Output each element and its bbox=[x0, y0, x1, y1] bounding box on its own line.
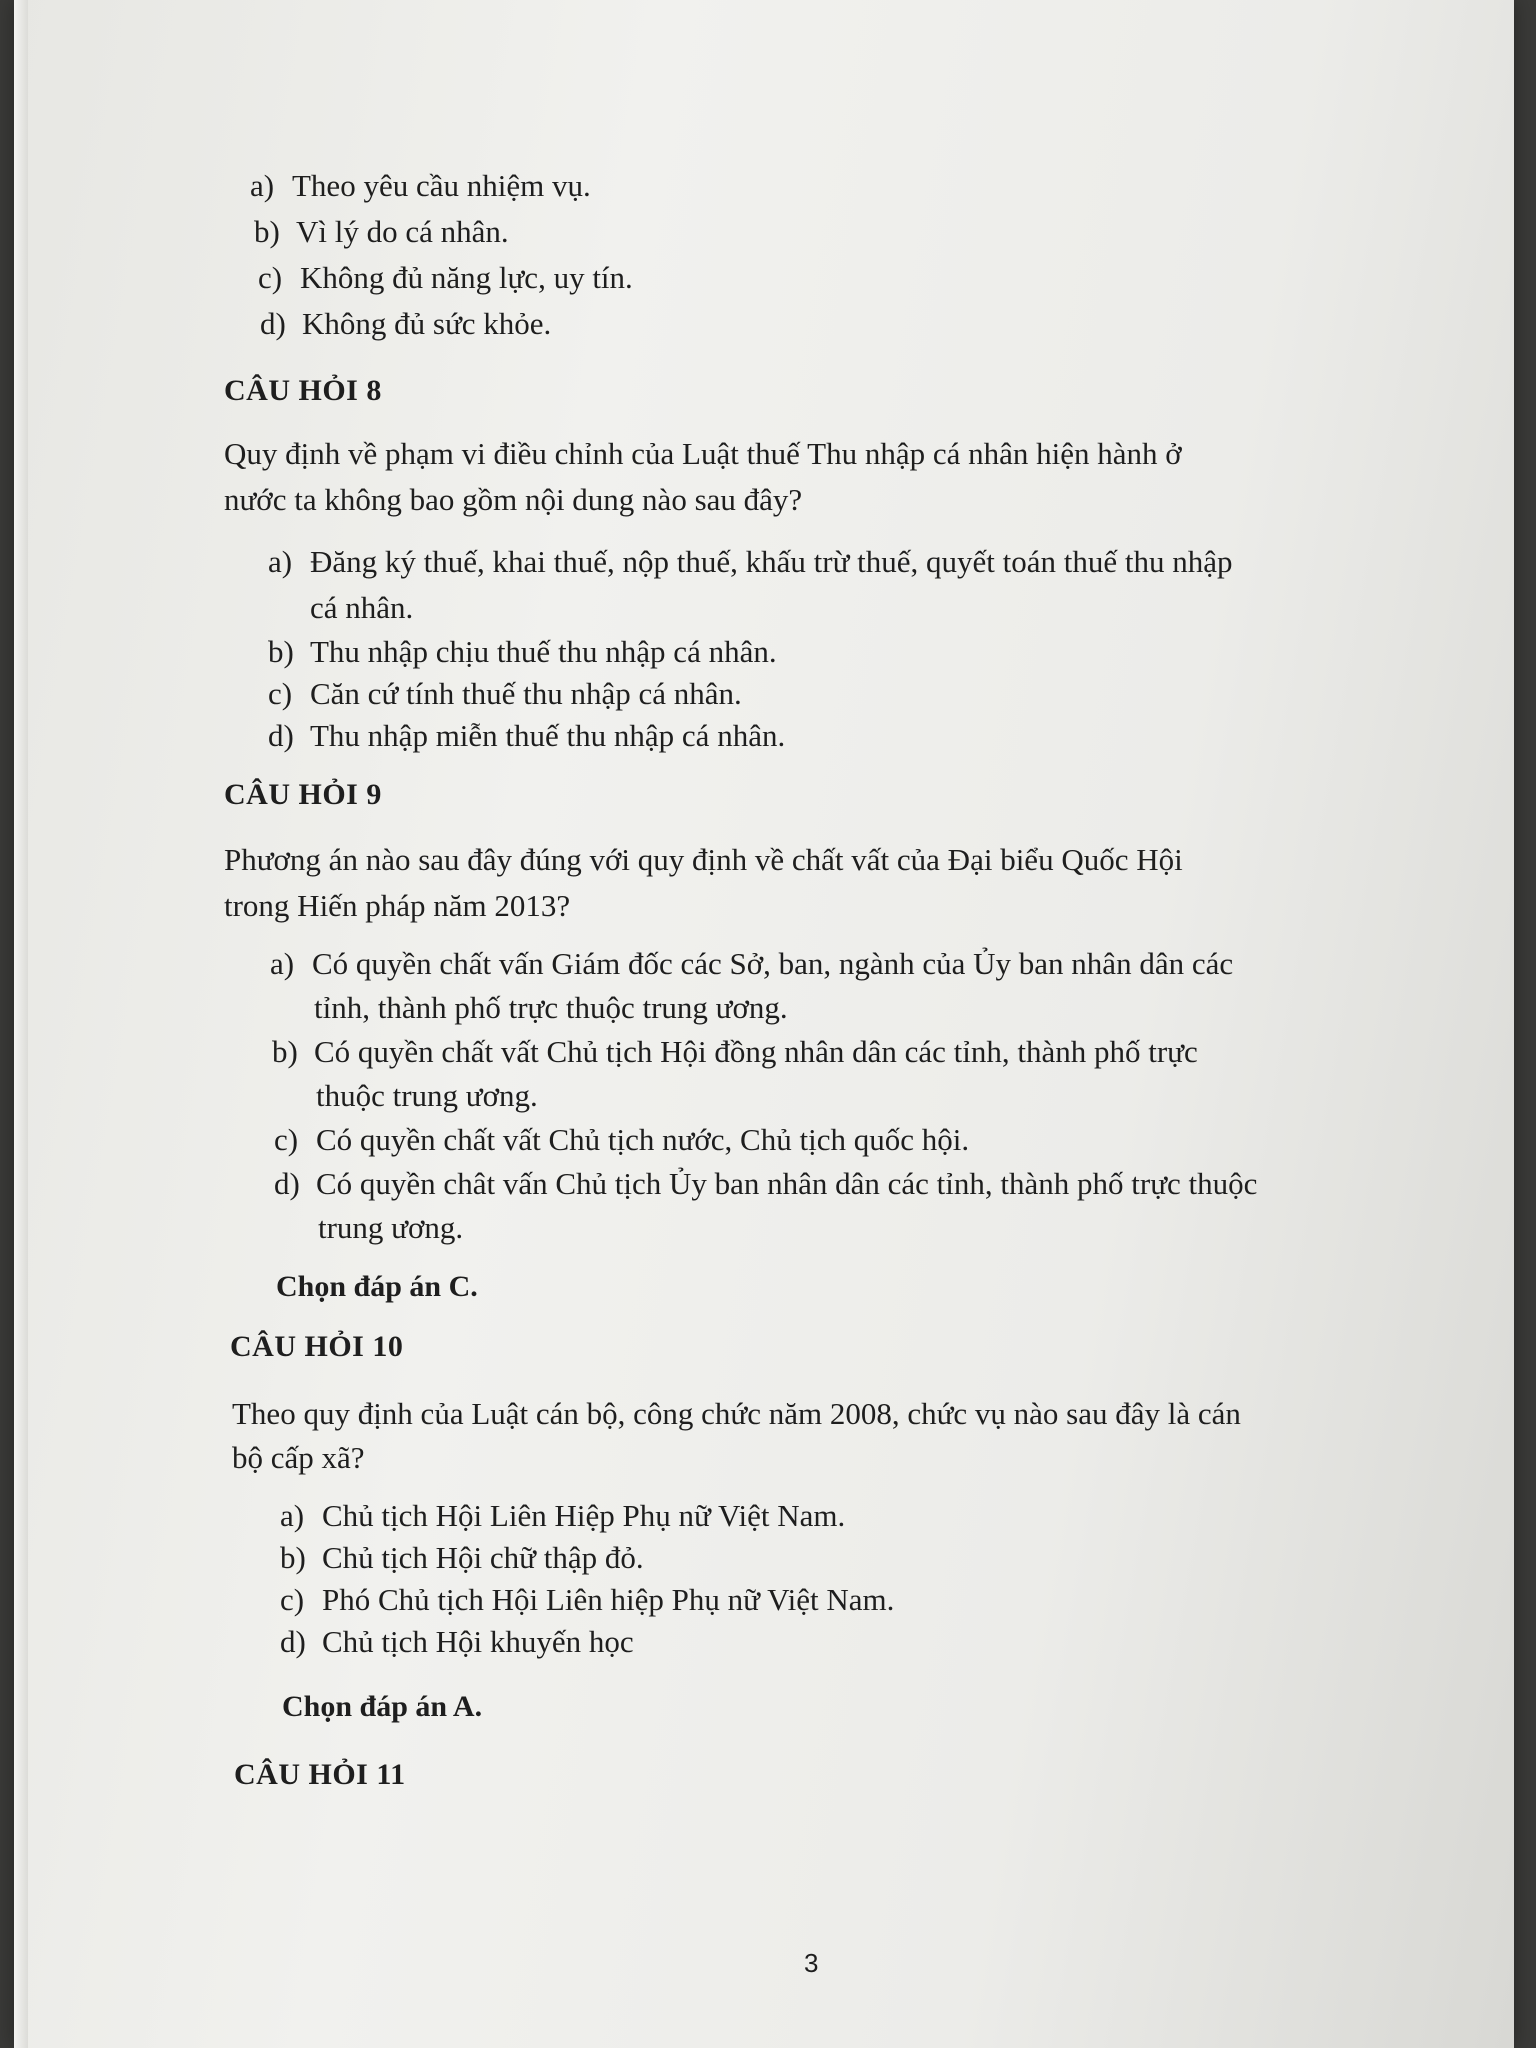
q9-option-b-cont: thuộc trung ương. bbox=[316, 1078, 538, 1113]
q7-option-c: c) Không đủ năng lực, uy tín. bbox=[258, 260, 633, 295]
q10-option-d: d) Chủ tịch Hội khuyến học bbox=[280, 1624, 634, 1659]
q8-option-b: b) Thu nhập chịu thuế thu nhập cá nhân. bbox=[268, 634, 777, 669]
q9-option-a: a) Có quyền chất vấn Giám đốc các Sở, ban, ngành của Ủy ban nhân dân các bbox=[270, 946, 1234, 981]
q9-answer: Chọn đáp án C. bbox=[276, 1270, 478, 1303]
q10-question-line2: bộ cấp xã? bbox=[232, 1440, 365, 1475]
q9-heading: CÂU HỎI 9 bbox=[224, 778, 382, 811]
q10-question-line1: Theo quy định của Luật cán bộ, công chức năm 2008, chức vụ nào sau đây là cán bbox=[232, 1396, 1241, 1431]
q7-option-b: b) Vì lý do cá nhân. bbox=[254, 214, 509, 249]
q8-option-d: d) Thu nhập miễn thuế thu nhập cá nhân. bbox=[268, 718, 786, 753]
page-number: 3 bbox=[804, 1948, 819, 1978]
q10-option-b: b) Chủ tịch Hội chữ thập đỏ. bbox=[280, 1540, 644, 1575]
q10-option-c: c) Phó Chủ tịch Hội Liên hiệp Phụ nữ Việt Nam. bbox=[280, 1582, 895, 1617]
q8-heading: CÂU HỎI 8 bbox=[224, 374, 382, 407]
q8-option-a-cont: cá nhân. bbox=[310, 590, 414, 625]
q8-option-a: a) Đăng ký thuế, khai thuế, nộp thuế, khấu trừ thuế, quyết toán thuế thu nhập bbox=[268, 544, 1233, 579]
q8-question-line1: Quy định về phạm vi điều chỉnh của Luật thuế Thu nhập cá nhân hiện hành ở bbox=[224, 436, 1182, 471]
q10-answer: Chọn đáp án A. bbox=[282, 1690, 483, 1723]
q9-question-line1: Phương án nào sau đây đúng với quy định về chất vất của Đại biểu Quốc Hội bbox=[224, 842, 1183, 877]
document-page bbox=[14, 0, 1514, 2048]
q9-option-b: b) Có quyền chất vất Chủ tịch Hội đồng nhân dân các tỉnh, thành phố trực bbox=[272, 1034, 1198, 1069]
q7-option-a: a) Theo yêu cầu nhiệm vụ. bbox=[250, 168, 591, 203]
q9-option-a-cont: tỉnh, thành phố trực thuộc trung ương. bbox=[314, 990, 788, 1025]
q9-option-d-cont: trung ương. bbox=[318, 1210, 464, 1245]
q8-question-line2: nước ta không bao gồm nội dung nào sau đây? bbox=[224, 482, 803, 517]
q7-option-d: d) Không đủ sức khỏe. bbox=[260, 306, 552, 341]
adjacent-page-edge bbox=[14, 0, 28, 2048]
q10-heading: CÂU HỎI 10 bbox=[230, 1330, 404, 1363]
q8-option-c: c) Căn cứ tính thuế thu nhập cá nhân. bbox=[268, 676, 742, 711]
q10-option-a: a) Chủ tịch Hội Liên Hiệp Phụ nữ Việt Nam. bbox=[280, 1498, 846, 1533]
q9-option-c: c) Có quyền chất vất Chủ tịch nước, Chủ tịch quốc hội. bbox=[274, 1122, 970, 1157]
q11-heading: CÂU HỎI 11 bbox=[234, 1758, 406, 1791]
q9-question-line2: trong Hiến pháp năm 2013? bbox=[224, 888, 571, 923]
q9-option-d: d) Có quyền chât vấn Chủ tịch Ủy ban nhân dân các tỉnh, thành phố trực thuộc bbox=[274, 1166, 1258, 1201]
